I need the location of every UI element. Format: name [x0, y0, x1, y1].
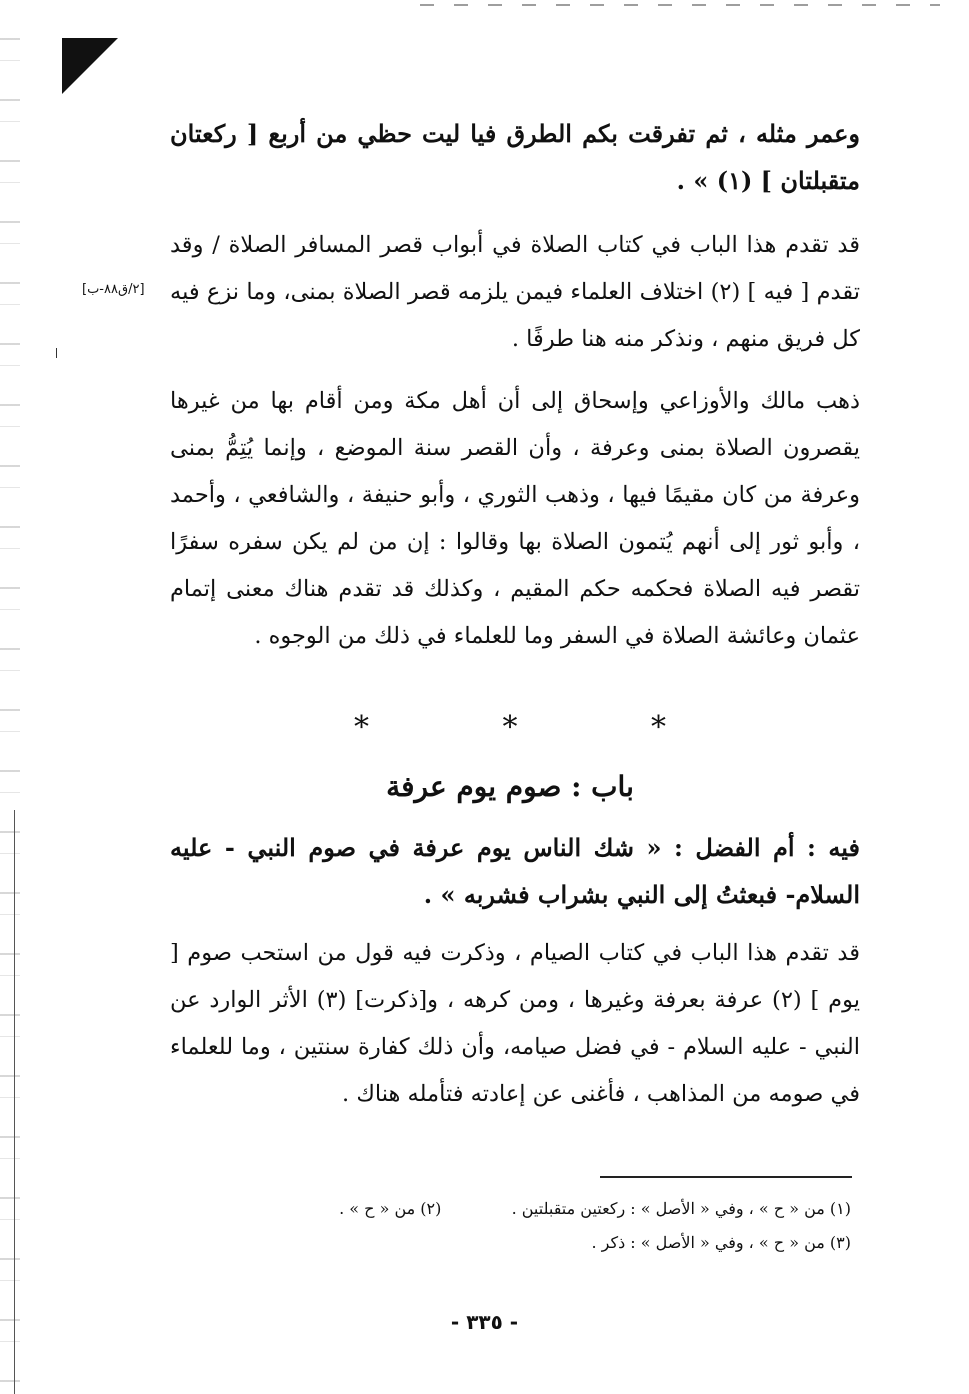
paragraph-4: [170, 824, 860, 918]
footnote-3: (٣) من « ح » ، وفي « الأصل » : ذكر .: [591, 1233, 851, 1252]
paragraph-4-text: فيه : أم الفضل : « شك الناس يوم عرفة في صوم النبي - عليه السلام- فبعثتُ إلى النبي بشراب فشربه » .: [170, 833, 860, 909]
footnote-1: (١) من « ح » ، وفي « الأصل » : ركعتين متقبلتين .: [511, 1199, 851, 1218]
paragraph-2: [170, 222, 860, 363]
footnote-row-1: [151, 1192, 851, 1226]
paragraph-5: [170, 930, 860, 1118]
corner-triangle-mark: [62, 38, 118, 94]
paragraph-3-text: ذهب مالك والأوزاعي وإسحاق إلى أن أهل مكة ومن أقام بها من غيرها يقصرون الصلاة بمنى وعرفة ، وأن القصر سنة الموضع ، وإنما يُتِمُّ بمنى وعرفة من كان مقيمًا فيها ، وذهب الثوري ، وأبو حنيفة ، والشافعي ، وأحمد ، وأبو ثور إلى أنهم يُتمون الصلاة بها وقالوا : إن من لم يكن سفره سفرًا تقصر فيه الصلاة فحكمه حكم المقيم ، وكذلك قد تقدم هناك معنى إتمام عثمان وعائشة الصلاة في السفر وما للعلماء في ذلك من الوجوه .: [170, 388, 860, 649]
footnote-2: (٢) من « ح » .: [339, 1199, 442, 1218]
paragraph-5-text: قد تقدم هذا الباب في كتاب الصيام ، وذكرت فيه قول من استحب صوم [ يوم ] (٢) عرفة بعرفة وغيرها ، ومن كرهه ، و[ذكرت] (٣) الأثر الوارد عن النبي - عليه السلام - في فضل صيامه، وأن ذلك كفارة سنتين ، وما للعلماء في صومه من المذاهب ، فأغنى عن إعادته فتأمله هناك .: [170, 940, 860, 1107]
footnote-divider: [600, 1176, 852, 1178]
margin-tick: [56, 348, 57, 358]
page-number: - ٣٣٥ -: [450, 1310, 519, 1334]
paragraph-2-text: قد تقدم هذا الباب في كتاب الصلاة في أبواب قصر المسافر الصلاة / وقد تقدم [ فيه ] (٢) اختلاف العلماء فيمن يلزمه قصر الصلاة بمنى، وما نزع فيه كل فريق منهم ، ونذكر منه هنا طرفًا .: [170, 232, 860, 352]
scan-edge-left: [0, 0, 20, 1394]
paragraph-3: [170, 378, 860, 660]
manuscript-margin-note: [٢/ق٨٨-ب]: [82, 282, 145, 297]
paragraph-1: [170, 110, 860, 204]
footnotes: [151, 1192, 851, 1260]
scan-edge-top: [420, 4, 940, 6]
chapter-heading: باب : صوم يوم عرفة: [386, 770, 634, 803]
page-body: [160, 110, 860, 1360]
footnote-row-2: [151, 1226, 851, 1260]
section-separator: * * *: [353, 710, 729, 745]
scan-edge-line: [14, 810, 15, 1394]
paragraph-1-text: وعمر مثله ، ثم تفرقت بكم الطرق فيا ليت حظي من أربع [ ركعتان متقبلتان ] (١) » .: [170, 119, 860, 195]
